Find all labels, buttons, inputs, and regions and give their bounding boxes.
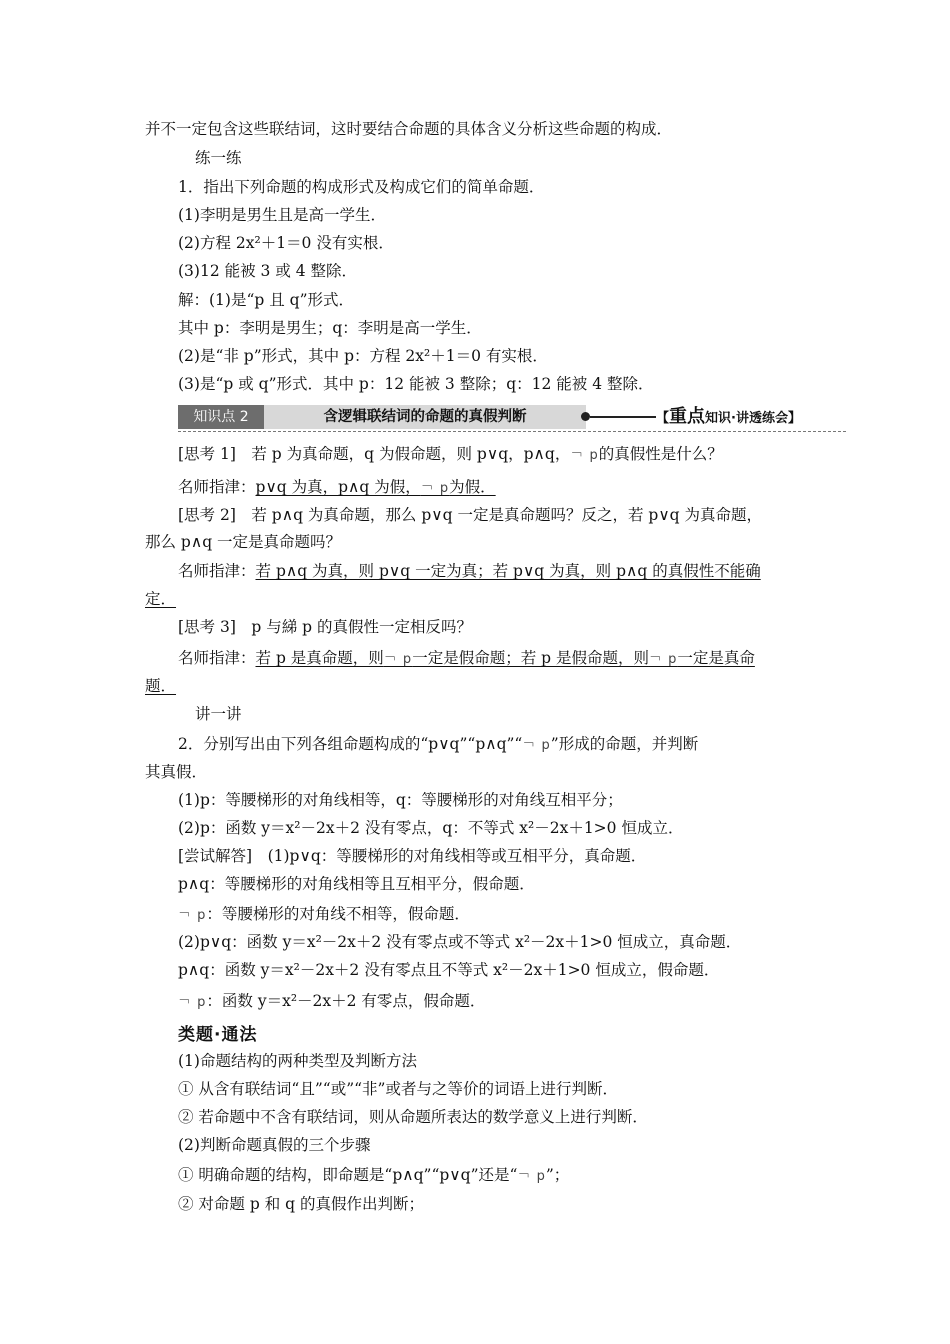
section-label-practice: 练一练 (195, 149, 242, 167)
attempt-answer: p∧q：等腰梯形的对角线相等且互相平分，假命题． (178, 875, 535, 893)
negation-symbol: ￢ p (570, 448, 599, 463)
method-heading: 类题·通法 (178, 1025, 258, 1045)
answer-3-cont: 题． (145, 677, 177, 695)
connector-line (590, 416, 656, 418)
negation-symbol: ￢ p (178, 908, 207, 923)
bullet-dot-icon (581, 412, 590, 421)
section-label-lecture: 讲一讲 (195, 705, 242, 723)
method-line: ② 若命题中不含有联结词，则从命题所表达的数学意义上进行判断． (178, 1108, 648, 1126)
problem-2-item-2: (2)p：函数 y＝x²－2x＋2 没有零点，q：不等式 x²－2x＋1>0 恒成立． (178, 819, 684, 837)
method-line: ① 从含有联结词“且”“或”“非”或者与之等价的词语上进行判断． (178, 1080, 618, 1098)
problem-1: 1．指出下列命题的构成形式及构成它们的简单命题． (178, 178, 545, 196)
key-point-label: 【重点知识·讲透练会】 (656, 406, 801, 427)
problem-2-item-1: (1)p：等腰梯形的对角线相等，q：等腰梯形的对角线互相平分； (178, 791, 623, 809)
method-line: ① 明确命题的结构，即命题是“p∧q”“p∨q”还是“￢ p”； (178, 1166, 570, 1184)
solution-line: (3)是“p 或 q”形式．其中 p：12 能被 3 整除；q：12 能被 4 整除． (178, 375, 654, 393)
negation-symbol: ￢ p (648, 652, 678, 667)
negation-symbol: ￢ p (178, 995, 207, 1010)
think-3: [思考 3] p 与綈 p 的真假性一定相反吗？ (178, 618, 473, 636)
attempt-answer: ￢ p：等腰梯形的对角线不相等，假命题． (178, 905, 470, 923)
think-1: [思考 1] 若 p 为真命题，q 为假命题，则 p∨q，p∧q，￢ p的真假性是什么？ (178, 445, 723, 463)
attempt-answer: p∧q：函数 y＝x²－2x＋2 没有零点且不等式 x²－2x＋1>0 恒成立，假命题． (178, 961, 720, 979)
solution-line: (2)是“非 p”形式，其中 p：方程 2x²＋1＝0 有实根． (178, 347, 548, 365)
method-line: (1)命题结构的两种类型及判断方法 (178, 1052, 417, 1070)
attempt-answer: [尝试解答] (1)p∨q：等腰梯形的对角线相等或互相平分，真命题． (178, 847, 647, 865)
problem-2-cont: 其真假． (145, 763, 208, 781)
problem-1-item-3: (3)12 能被 3 或 4 整除． (178, 262, 358, 280)
problem-1-item-2: (2)方程 2x²＋1＝0 没有实根． (178, 234, 394, 252)
negation-symbol: ￢ p (522, 738, 551, 753)
answer-1: 名师指津：p∨q 为真，p∧q 为假，￢ p为假． (178, 478, 496, 496)
solution-line: 解：(1)是“p 且 q”形式． (178, 291, 355, 309)
attempt-answer: ￢ p：函数 y＝x²－2x＋2 有零点，假命题． (178, 992, 486, 1010)
attempt-answer: (2)p∨q：函数 y＝x²－2x＋2 没有零点或不等式 x²－2x＋1>0 恒成立，真命题． (178, 933, 742, 951)
method-line: ② 对命题 p 和 q 的真假作出判断； (178, 1195, 424, 1213)
dashed-divider (178, 431, 846, 432)
answer-2: 名师指津：若 p∧q 为真，则 p∨q 一定为真；若 p∨q 为真，则 p∧q 的真假性不能确 (178, 562, 761, 580)
answer-2-cont: 定． (145, 590, 177, 608)
knowledge-point-title: 含逻辑联结词的命题的真假判断 (264, 405, 586, 429)
knowledge-point-tag: 知识点 2 (178, 405, 264, 429)
problem-2: 2．分别写出由下列各组命题构成的“p∨q”“p∧q”“￢ p”形成的命题，并判断 (178, 735, 699, 753)
think-2-cont: 那么 p∧q 一定是真命题吗？ (145, 533, 342, 551)
negation-symbol: ￢ p (383, 652, 413, 667)
knowledge-point-banner (178, 405, 846, 429)
answer-3: 名师指津：若 p 是真命题，则￢ p一定是假命题；若 p 是假命题，则￢ p一定是真命 (178, 649, 755, 667)
method-line: (2)判断命题真假的三个步骤 (178, 1136, 371, 1154)
solution-line: 其中 p：李明是男生；q：李明是高一学生． (178, 319, 482, 337)
think-2: [思考 2] 若 p∧q 为真命题，那么 p∨q 一定是真命题吗？反之，若 p∨q 为真命题， (178, 506, 763, 524)
text-line: 并不一定包含这些联结词，这时要结合命题的具体含义分析这些命题的构成． (145, 120, 673, 138)
negation-symbol: ￢ p (517, 1169, 546, 1184)
problem-1-item-1: (1)李明是男生且是高一学生． (178, 206, 386, 224)
negation-symbol: ￢ p (420, 481, 450, 496)
